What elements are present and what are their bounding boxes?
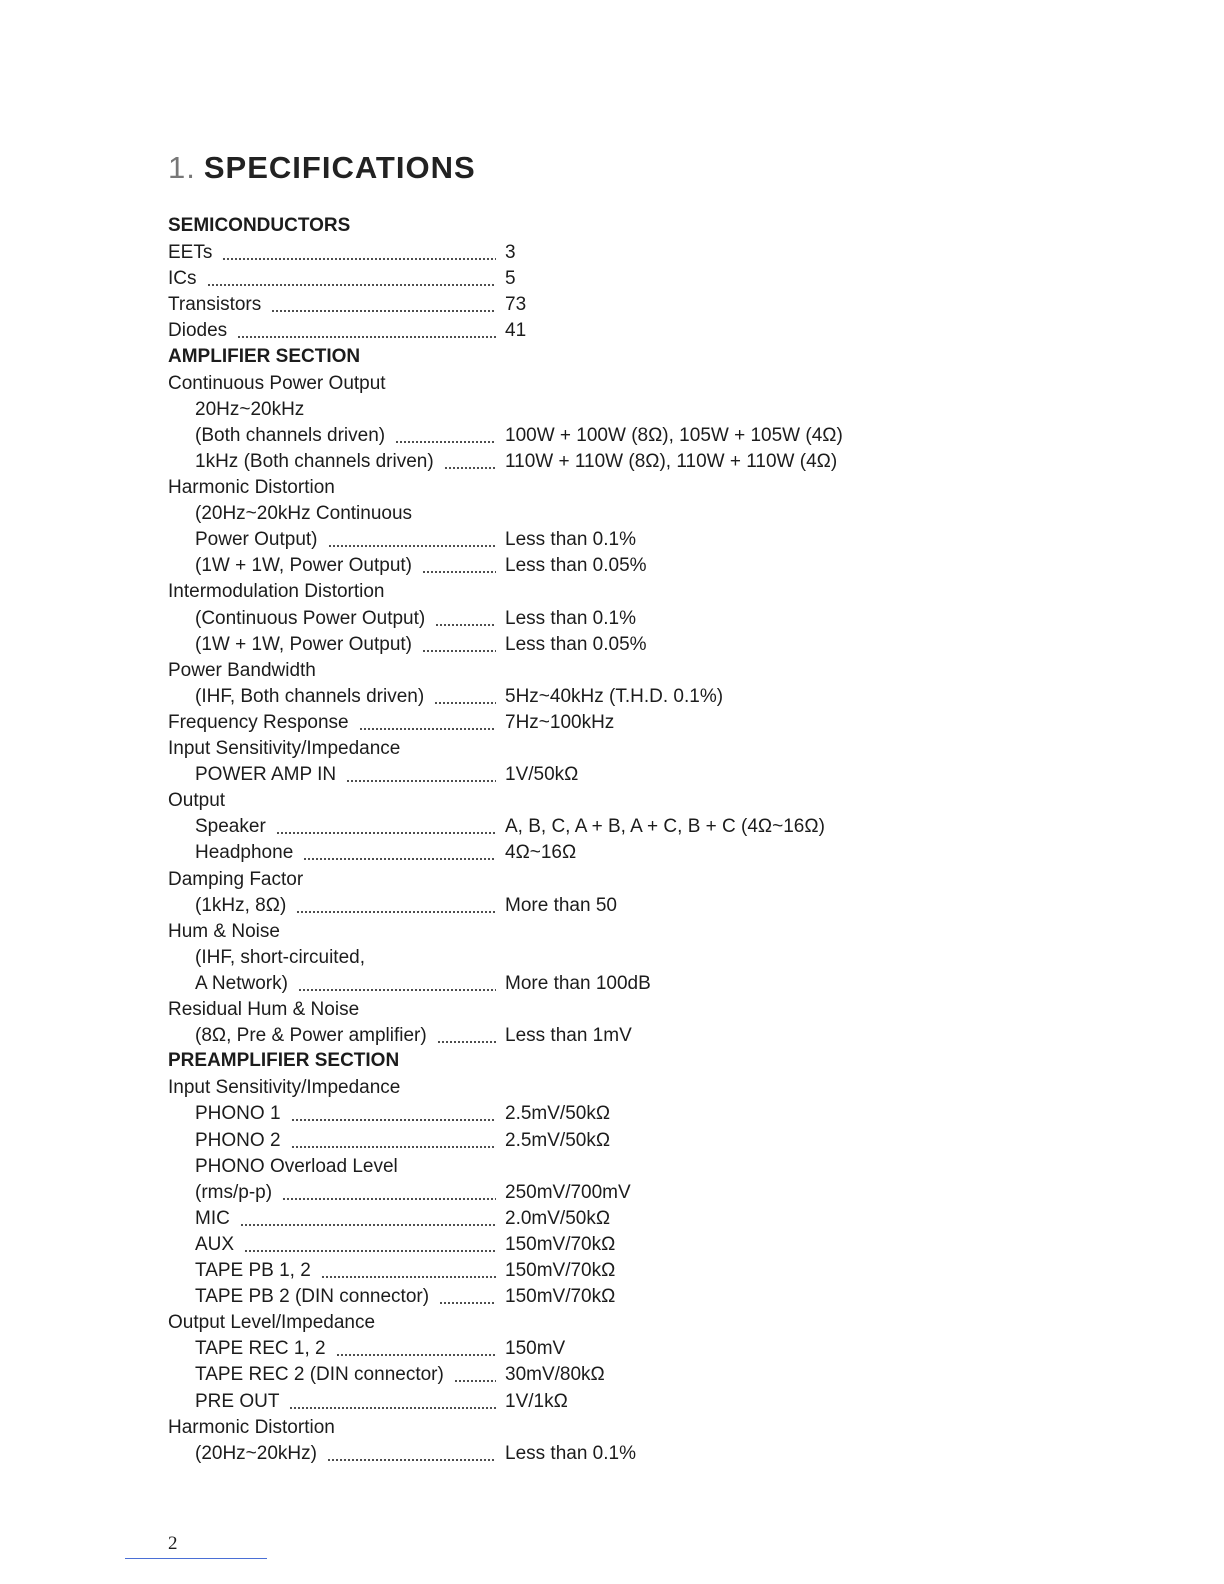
spec-value: 3: [505, 242, 516, 263]
spec-label: TAPE REC 2 (DIN connector): [195, 1364, 444, 1385]
dot-leader: [240, 1224, 496, 1226]
dot-leader: [328, 545, 496, 547]
spec-label: AUX: [195, 1234, 235, 1255]
spec-label: Harmonic Distortion: [168, 477, 335, 498]
dot-leader: [336, 1354, 496, 1356]
spec-label: TAPE PB 2 (DIN connector): [195, 1286, 430, 1307]
section-heading: AMPLIFIER SECTION: [168, 346, 361, 367]
spec-label: (IHF, Both channels driven): [195, 686, 425, 707]
spec-label: MIC: [195, 1208, 230, 1229]
dot-leader: [244, 1250, 496, 1252]
spec-label: Continuous Power Output: [168, 373, 386, 394]
dot-leader: [207, 284, 496, 286]
dot-leader: [359, 728, 496, 730]
spec-label: (Continuous Power Output): [195, 608, 426, 629]
spec-label: Headphone: [195, 842, 294, 863]
spec-value: 30mV/80kΩ: [505, 1364, 605, 1385]
spec-value: Less than 0.05%: [505, 555, 647, 576]
spec-value: Less than 0.1%: [505, 608, 636, 629]
spec-label: POWER AMP IN: [195, 764, 337, 785]
dot-leader: [237, 336, 496, 338]
spec-value: 1V/1kΩ: [505, 1391, 568, 1412]
spec-value: 1V/50kΩ: [505, 764, 579, 785]
spec-label: EETs: [168, 242, 213, 263]
spec-label: PHONO Overload Level: [195, 1156, 398, 1177]
section-heading: SEMICONDUCTORS: [168, 215, 351, 236]
spec-label: Diodes: [168, 320, 228, 341]
spec-label: (1kHz, 8Ω): [195, 895, 287, 916]
spec-label: Input Sensitivity/Impedance: [168, 738, 401, 759]
spec-value: 2.5mV/50kΩ: [505, 1130, 611, 1151]
spec-label: TAPE PB 1, 2: [195, 1260, 311, 1281]
spec-label: Power Bandwidth: [168, 660, 316, 681]
dot-leader: [321, 1276, 496, 1278]
spec-label: Speaker: [195, 816, 266, 837]
spec-value: Less than 1mV: [505, 1025, 632, 1046]
spec-value: 41: [505, 320, 527, 341]
dot-leader: [296, 911, 496, 913]
dot-leader: [289, 1407, 496, 1409]
spec-label: ICs: [168, 268, 197, 289]
spec-value: Less than 0.05%: [505, 634, 647, 655]
page-title: [168, 150, 476, 186]
spec-label: (20Hz~20kHz): [195, 1443, 317, 1464]
spec-value: 5Hz~40kHz (T.H.D. 0.1%): [505, 686, 724, 707]
section-number: 1.: [168, 150, 196, 185]
dot-leader: [437, 1041, 496, 1043]
dot-leader: [291, 1119, 496, 1121]
dot-leader: [454, 1380, 496, 1382]
spec-label: Output: [168, 790, 226, 811]
spec-value: 2.0mV/50kΩ: [505, 1208, 611, 1229]
dot-leader: [422, 571, 496, 573]
spec-label: PHONO 1: [195, 1103, 281, 1124]
spec-value: 150mV/70kΩ: [505, 1286, 616, 1307]
dot-leader: [222, 258, 496, 260]
dot-leader: [303, 858, 496, 860]
section-title: SPECIFICATIONS: [203, 150, 476, 185]
footer-rule: [125, 1558, 267, 1559]
spec-label: (IHF, short-circuited,: [195, 947, 365, 968]
spec-value: 7Hz~100kHz: [505, 712, 615, 733]
spec-label: Harmonic Distortion: [168, 1417, 335, 1438]
dot-leader: [434, 702, 496, 704]
spec-value: 73: [505, 294, 527, 315]
spec-value: 150mV/70kΩ: [505, 1234, 616, 1255]
dot-leader: [444, 467, 496, 469]
spec-label: (8Ω, Pre & Power amplifier): [195, 1025, 427, 1046]
spec-value: 150mV: [505, 1338, 566, 1359]
spec-label: PRE OUT: [195, 1391, 280, 1412]
spec-value: 100W + 100W (8Ω), 105W + 105W (4Ω): [505, 425, 843, 446]
spec-label: 20Hz~20kHz: [195, 399, 305, 420]
spec-value: 150mV/70kΩ: [505, 1260, 616, 1281]
dot-leader: [291, 1146, 496, 1148]
spec-label: (rms/p-p): [195, 1182, 273, 1203]
dot-leader: [276, 832, 496, 834]
dot-leader: [439, 1302, 496, 1304]
spec-value: More than 100dB: [505, 973, 651, 994]
spec-label: Transistors: [168, 294, 262, 315]
dot-leader: [271, 310, 496, 312]
spec-value: More than 50: [505, 895, 617, 916]
spec-label: Residual Hum & Noise: [168, 999, 360, 1020]
spec-label: PHONO 2: [195, 1130, 281, 1151]
spec-value: Less than 0.1%: [505, 529, 636, 550]
spec-label: (1W + 1W, Power Output): [195, 634, 412, 655]
spec-label: Frequency Response: [168, 712, 349, 733]
dot-leader: [346, 780, 496, 782]
spec-label: Intermodulation Distortion: [168, 581, 385, 602]
section-heading: PREAMPLIFIER SECTION: [168, 1050, 400, 1071]
spec-label: Hum & Noise: [168, 921, 280, 942]
dot-leader: [422, 650, 496, 652]
spec-value: 5: [505, 268, 516, 289]
spec-label: Output Level/Impedance: [168, 1312, 376, 1333]
page-number: 2: [168, 1533, 178, 1554]
spec-value: Less than 0.1%: [505, 1443, 636, 1464]
dot-leader: [298, 989, 496, 991]
spec-label: Damping Factor: [168, 869, 304, 890]
spec-label: (Both channels driven): [195, 425, 386, 446]
dot-leader: [435, 624, 496, 626]
spec-label: TAPE REC 1, 2: [195, 1338, 326, 1359]
spec-label: (1W + 1W, Power Output): [195, 555, 412, 576]
spec-value: 4Ω~16Ω: [505, 842, 577, 863]
spec-value: 110W + 110W (8Ω), 110W + 110W (4Ω): [505, 451, 838, 472]
spec-value: 250mV/700mV: [505, 1182, 631, 1203]
dot-leader: [327, 1459, 496, 1461]
spec-label: (20Hz~20kHz Continuous: [195, 503, 413, 524]
spec-label: 1kHz (Both channels driven): [195, 451, 434, 472]
spec-label: A Network): [195, 973, 288, 994]
spec-value: 2.5mV/50kΩ: [505, 1103, 611, 1124]
dot-leader: [282, 1198, 496, 1200]
spec-value: A, B, C, A + B, A + C, B + C (4Ω~16Ω): [505, 816, 825, 837]
dot-leader: [395, 441, 496, 443]
spec-label: Input Sensitivity/Impedance: [168, 1077, 401, 1098]
spec-label: Power Output): [195, 529, 318, 550]
